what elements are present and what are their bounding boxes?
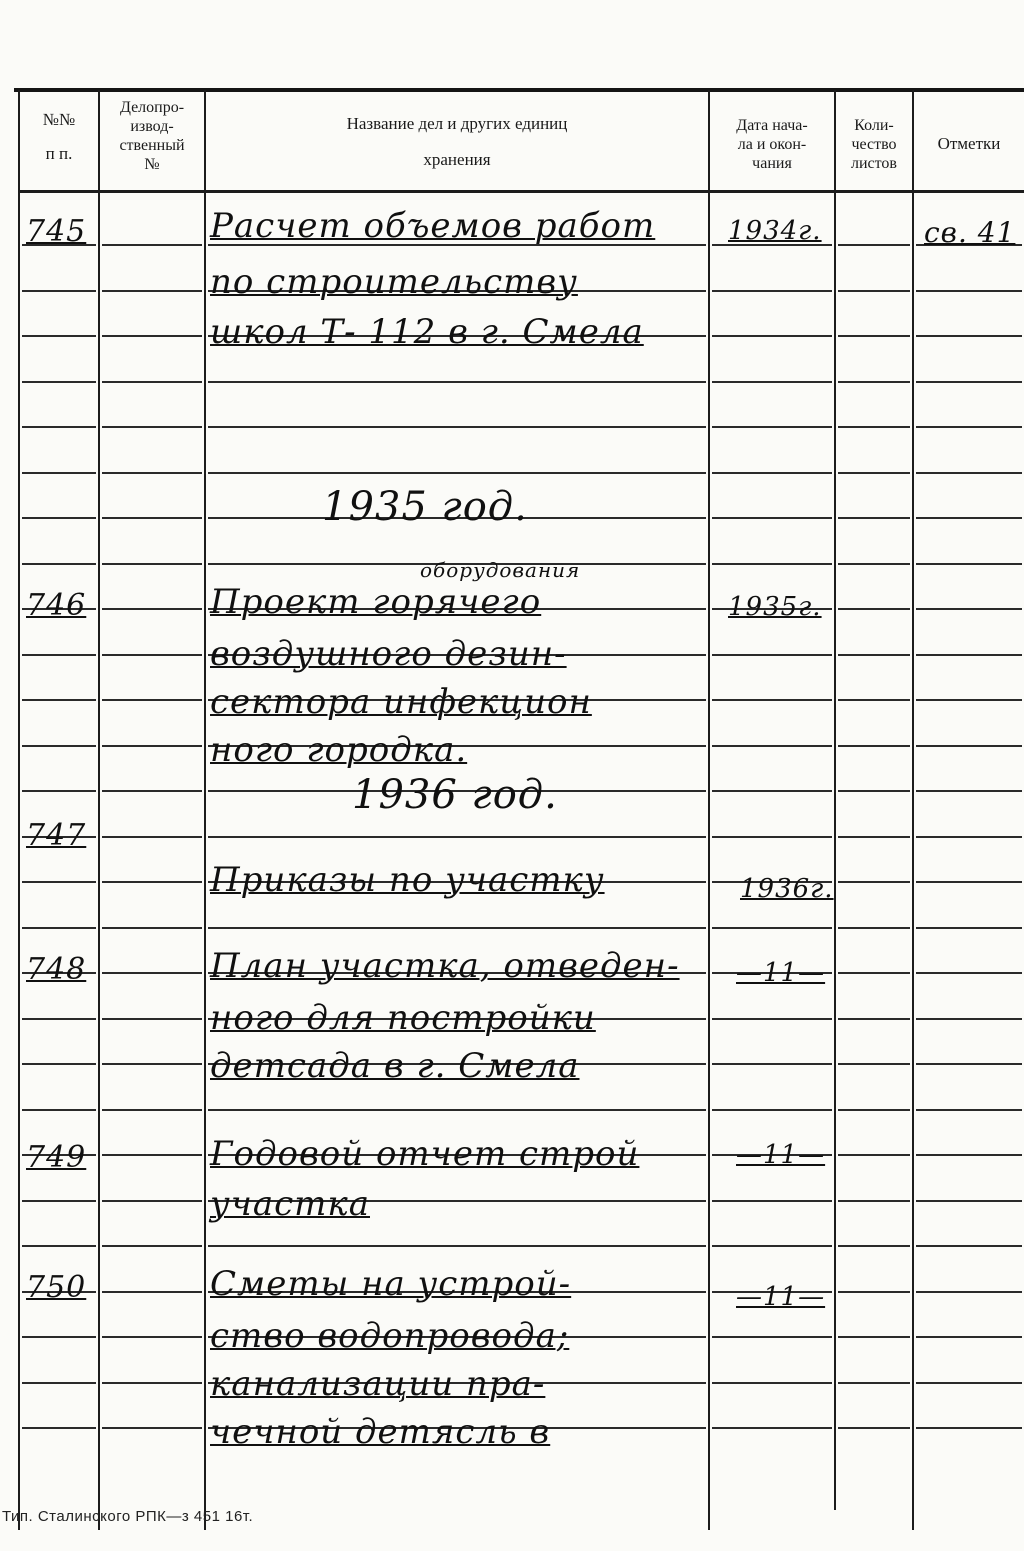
- ruled-line: [712, 1382, 832, 1384]
- ruled-line: [916, 381, 1022, 383]
- ruled-line: [102, 881, 202, 883]
- ruled-line: [916, 335, 1022, 337]
- ruled-line: [838, 608, 910, 610]
- ruled-line: [712, 1063, 832, 1065]
- ruled-line: [102, 1154, 202, 1156]
- ruled-line: [838, 927, 910, 929]
- ruled-line: [916, 1154, 1022, 1156]
- ruled-line: [712, 745, 832, 747]
- ruled-line: [102, 472, 202, 474]
- entry-date: —11—: [736, 1140, 826, 1170]
- ruled-line: [22, 472, 96, 474]
- ruled-line: [712, 1200, 832, 1202]
- ruled-line: [712, 1427, 832, 1429]
- ruled-line: [712, 381, 832, 383]
- ruled-line: [208, 836, 706, 838]
- ruled-line: [838, 1154, 910, 1156]
- ruled-line: [22, 1018, 96, 1020]
- ruled-line: [712, 790, 832, 792]
- ruled-line: [102, 608, 202, 610]
- ruled-line: [916, 290, 1022, 292]
- ruled-line: [102, 1245, 202, 1247]
- ruled-line: [22, 381, 96, 383]
- printer-imprint: Тип. Сталинского РПК—з 451 16т.: [2, 1508, 254, 1525]
- ruled-line: [102, 836, 202, 838]
- ruled-line: [712, 517, 832, 519]
- ruled-line: [22, 426, 96, 428]
- ruled-line: [102, 244, 202, 246]
- ruled-line: [102, 517, 202, 519]
- ruled-line: [22, 563, 96, 565]
- ruled-line: [838, 836, 910, 838]
- ruled-line: [102, 1291, 202, 1293]
- entry-title-line: Годовой отчет строй: [210, 1134, 640, 1174]
- ruled-line: [916, 426, 1022, 428]
- ruled-line: [916, 1109, 1022, 1111]
- ruled-line: [712, 1018, 832, 1020]
- header-notes: Отметки: [937, 134, 1001, 153]
- entry-title-line: школ Т- 112 в г. Смела: [210, 312, 644, 352]
- year-heading: 1935 год.: [322, 484, 528, 530]
- ruled-line: [838, 881, 910, 883]
- ruled-line: [22, 1382, 96, 1384]
- ruled-line: [916, 654, 1022, 656]
- header-date: Дата нача- ла и окон- чания: [736, 117, 808, 172]
- ruled-line: [838, 290, 910, 292]
- ruled-line: [712, 836, 832, 838]
- ruled-line: [102, 699, 202, 701]
- ruled-line: [712, 1109, 832, 1111]
- header-office-number: Делопро- извод- ственный №: [119, 99, 185, 173]
- ruled-line: [712, 1245, 832, 1247]
- entry-title-line: чечной детясль в: [210, 1412, 551, 1452]
- ruled-line: [916, 881, 1022, 883]
- entry-title-line: Проект горячего: [210, 582, 542, 622]
- ruled-line: [916, 563, 1022, 565]
- ruled-line: [22, 1063, 96, 1065]
- ruled-line: [838, 381, 910, 383]
- ruled-line: [102, 1382, 202, 1384]
- entry-number: 745: [26, 214, 87, 249]
- entry-title-line: по строительству: [210, 262, 578, 302]
- ruled-line: [838, 244, 910, 246]
- ruled-line: [838, 699, 910, 701]
- ruled-line: [102, 790, 202, 792]
- entry-title-line: ного городка.: [210, 730, 468, 770]
- ruled-line: [838, 654, 910, 656]
- ruled-line: [838, 790, 910, 792]
- ruled-line: [838, 1336, 910, 1338]
- entry-date: —11—: [736, 958, 826, 988]
- ruled-line: [102, 1427, 202, 1429]
- left-border: [18, 90, 20, 1530]
- ruled-line: [102, 654, 202, 656]
- top-border: [14, 88, 1024, 92]
- entry-title-line: Приказы по участку: [210, 860, 605, 900]
- entry-title-line: ство водопровода;: [210, 1316, 570, 1356]
- ruled-line: [22, 517, 96, 519]
- entry-title-line: Расчет объемов работ: [210, 206, 656, 246]
- ruled-line: [208, 927, 706, 929]
- ruled-line: [916, 1382, 1022, 1384]
- ruled-line: [712, 927, 832, 929]
- ruled-line: [712, 472, 832, 474]
- ruled-line: [712, 563, 832, 565]
- header-number: №№ п п.: [42, 110, 76, 163]
- entry-title-line: План участка, отведен-: [210, 946, 680, 986]
- ruled-line: [102, 1336, 202, 1338]
- ruled-line: [916, 927, 1022, 929]
- ruled-line: [838, 1382, 910, 1384]
- ruled-line: [22, 745, 96, 747]
- header-separator: [18, 190, 1024, 193]
- ruled-line: [22, 654, 96, 656]
- ruled-line: [102, 1109, 202, 1111]
- ruled-line: [916, 517, 1022, 519]
- ruled-line: [916, 1200, 1022, 1202]
- ruled-line: [838, 745, 910, 747]
- ruled-line: [916, 608, 1022, 610]
- header-title: Название дел и других единиц хранения: [346, 114, 568, 169]
- ruled-line: [916, 972, 1022, 974]
- ruled-line: [838, 1018, 910, 1020]
- ruled-line: [208, 1245, 706, 1247]
- ruled-line: [102, 745, 202, 747]
- entry-title-line: ного для постройки: [210, 998, 596, 1038]
- ruled-line: [916, 745, 1022, 747]
- ruled-line: [712, 335, 832, 337]
- ruled-line: [102, 927, 202, 929]
- ruled-line: [208, 426, 706, 428]
- entry-note: св. 41: [924, 216, 1016, 249]
- ruled-line: [916, 699, 1022, 701]
- ruled-line: [102, 563, 202, 565]
- ruled-line: [102, 381, 202, 383]
- entry-title-line: воздушного дезин-: [210, 634, 567, 674]
- ruled-line: [916, 472, 1022, 474]
- entry-title-line: сектора инфекцион: [210, 682, 592, 722]
- ruled-line: [22, 699, 96, 701]
- ruled-line: [22, 1336, 96, 1338]
- column-divider-sheets: [834, 90, 836, 1510]
- entry-insertion: оборудования: [420, 558, 581, 582]
- entry-number: 748: [26, 952, 87, 987]
- column-divider-title: [204, 90, 206, 1530]
- ruled-line: [22, 790, 96, 792]
- ruled-line: [838, 1200, 910, 1202]
- column-divider-office: [98, 90, 100, 1530]
- ruled-line: [916, 836, 1022, 838]
- ruled-line: [838, 563, 910, 565]
- ruled-line: [916, 1245, 1022, 1247]
- ruled-line: [22, 290, 96, 292]
- ruled-line: [102, 1063, 202, 1065]
- ruled-line: [22, 335, 96, 337]
- year-heading: 1936 год.: [352, 772, 558, 818]
- ruled-line: [838, 335, 910, 337]
- ruled-line: [838, 1291, 910, 1293]
- column-divider-notes: [912, 90, 914, 1530]
- entry-date: 1934г.: [728, 216, 822, 246]
- entry-number: 747: [26, 818, 87, 853]
- ruled-line: [838, 472, 910, 474]
- ruled-line: [838, 426, 910, 428]
- entry-number: 749: [26, 1140, 87, 1175]
- ruled-line: [22, 1245, 96, 1247]
- ruled-line: [208, 1109, 706, 1111]
- ruled-line: [22, 1427, 96, 1429]
- ruled-line: [102, 426, 202, 428]
- entry-title-line: Сметы на устрой-: [210, 1264, 572, 1304]
- ruled-line: [838, 972, 910, 974]
- ruled-line: [102, 1018, 202, 1020]
- entry-date: 1935г.: [728, 592, 822, 622]
- ruled-line: [102, 335, 202, 337]
- ruled-line: [208, 381, 706, 383]
- ruled-line: [102, 290, 202, 292]
- entry-date: 1936г.: [740, 874, 834, 904]
- ruled-line: [208, 472, 706, 474]
- ruled-line: [916, 1291, 1022, 1293]
- ruled-line: [22, 1200, 96, 1202]
- entry-title-line: участка: [210, 1184, 370, 1224]
- ruled-line: [22, 881, 96, 883]
- ruled-line: [838, 1245, 910, 1247]
- ruled-line: [712, 1336, 832, 1338]
- ruled-line: [22, 927, 96, 929]
- column-divider-date: [708, 90, 710, 1530]
- ruled-line: [838, 1109, 910, 1111]
- ruled-line: [712, 699, 832, 701]
- header-sheets: Коли- чество листов: [851, 117, 897, 172]
- ruled-line: [102, 972, 202, 974]
- ruled-line: [712, 426, 832, 428]
- ruled-line: [712, 290, 832, 292]
- ruled-line: [838, 1427, 910, 1429]
- ruled-line: [916, 1336, 1022, 1338]
- ruled-line: [916, 790, 1022, 792]
- entry-number: 746: [26, 588, 87, 623]
- ruled-line: [22, 1109, 96, 1111]
- ruled-line: [838, 517, 910, 519]
- entry-number: 750: [26, 1270, 87, 1305]
- entry-title-line: канализации пра-: [210, 1364, 546, 1404]
- ruled-line: [838, 1063, 910, 1065]
- ruled-line: [102, 1200, 202, 1202]
- ruled-line: [916, 1063, 1022, 1065]
- ruled-line: [712, 654, 832, 656]
- entry-date: —11—: [736, 1282, 826, 1312]
- ruled-line: [916, 1427, 1022, 1429]
- entry-title-line: детсада в г. Смела: [210, 1046, 580, 1086]
- ruled-line: [916, 1018, 1022, 1020]
